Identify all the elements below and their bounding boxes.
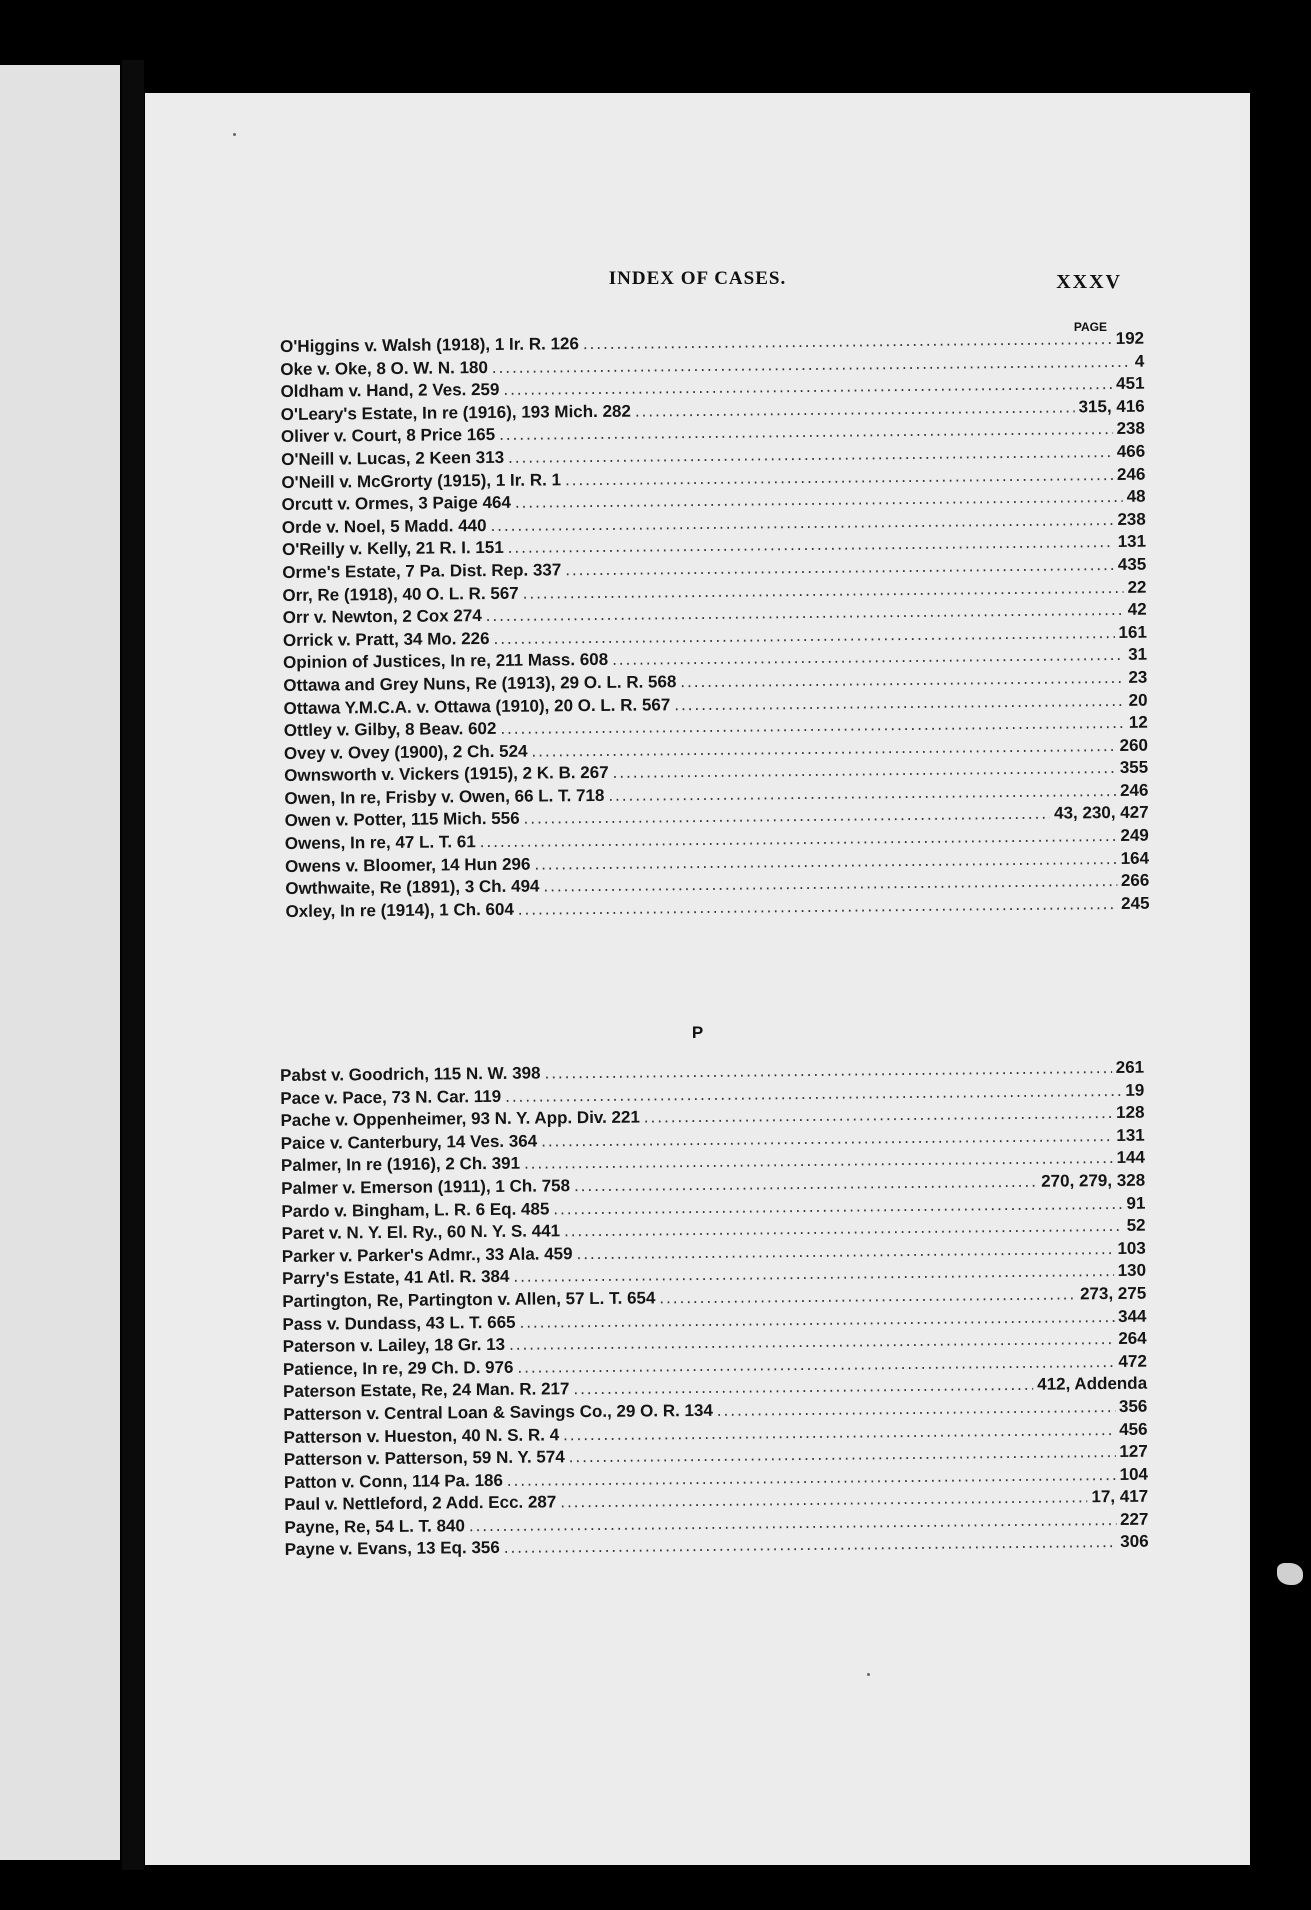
page-references: 466	[1116, 441, 1146, 461]
case-citation: Parker v. Parker's Admr., 33 Ala. 459	[281, 1243, 573, 1266]
page-references: 127	[1119, 1441, 1148, 1462]
page-references: 161	[1118, 622, 1147, 642]
case-citation: Partington, Re, Partington v. Allen, 57 L. T. 654	[282, 1288, 656, 1311]
page-references: 23	[1128, 667, 1148, 687]
case-citation: Orme's Estate, 7 Pa. Dist. Rep. 337	[282, 560, 562, 582]
page-references: 238	[1116, 419, 1146, 439]
page-references: 42	[1127, 599, 1147, 619]
page-references: 260	[1119, 735, 1149, 755]
page-references: 261	[1115, 1057, 1145, 1077]
case-citation: Paice v. Canterbury, 14 Ves. 364	[280, 1131, 538, 1153]
case-citation: Owen v. Potter, 115 Mich. 556	[284, 809, 520, 831]
page-references: 130	[1117, 1261, 1147, 1281]
page-references: 20	[1128, 690, 1148, 710]
running-title: INDEX OF CASES.	[608, 268, 787, 289]
page-references: 103	[1117, 1238, 1146, 1258]
case-citation: O'Neill v. Lucas, 2 Keen 313	[281, 447, 505, 469]
case-citation: Ovey v. Ovey (1900), 2 Ch. 524	[283, 741, 528, 763]
page-references: 12	[1128, 712, 1148, 732]
page-references: 306	[1120, 1532, 1149, 1552]
page-references: 131	[1117, 532, 1147, 552]
case-citation: Orrick v. Pratt, 34 Mo. 226	[282, 628, 490, 650]
case-citation: Orde v. Noel, 5 Madd. 440	[281, 515, 487, 537]
case-citation: Palmer v. Emerson (1911), 1 Ch. 758	[281, 1176, 571, 1198]
dot-leader	[504, 1531, 1117, 1559]
page-references: 238	[1117, 509, 1146, 529]
page-references: 164	[1120, 848, 1150, 868]
page-references: 266	[1120, 870, 1150, 891]
case-citation: Pace v. Pace, 73 N. Car. 119	[280, 1086, 502, 1108]
page-references: 270, 279, 328	[1041, 1170, 1146, 1191]
scan-speck	[867, 1673, 870, 1676]
dot-leader	[518, 893, 1117, 921]
page-references: 31	[1128, 645, 1148, 665]
page-references: 435	[1117, 554, 1147, 574]
case-citation: Owthwaite, Re (1891), 3 Ch. 494	[285, 876, 540, 899]
page-references: 412, Addenda	[1037, 1374, 1148, 1395]
case-citation: Ottawa Y.M.C.A. v. Ottawa (1910), 20 O. L. R. 567	[283, 694, 671, 718]
case-citation: Paret v. N. Y. El. Ry., 60 N. Y. S. 441	[281, 1221, 561, 1244]
page-references: 52	[1126, 1215, 1146, 1236]
case-citation: Oxley, In re (1914), 1 Ch. 604	[285, 899, 514, 921]
case-citation: Oke v. Oke, 8 O. W. N. 180	[280, 357, 488, 379]
page-references: 246	[1119, 780, 1149, 800]
case-citation: Pardo v. Bingham, L. R. 6 Eq. 485	[281, 1198, 550, 1221]
page-references: 104	[1119, 1464, 1149, 1484]
page-references: 273, 275	[1079, 1283, 1147, 1304]
case-citation: Pabst v. Goodrich, 115 N. W. 398	[280, 1063, 541, 1085]
case-citation: Paterson Estate, Re, 24 Man. R. 217	[283, 1379, 570, 1402]
case-citation: O'Reilly v. Kelly, 21 R. I. 151	[281, 538, 504, 560]
case-citation: Opinion of Justices, In re, 211 Mass. 608	[283, 650, 609, 673]
case-citation: Ownsworth v. Vickers (1915), 2 K. B. 267	[284, 763, 609, 786]
page-references: 4	[1134, 351, 1145, 371]
scan-edge-mark	[1277, 1563, 1303, 1585]
page-references: 315, 416	[1078, 396, 1145, 417]
running-header	[145, 263, 1250, 303]
case-citation: Payne, Re, 54 L. T. 840	[284, 1516, 466, 1537]
case-citation: Owens v. Bloomer, 14 Hun 296	[284, 854, 531, 876]
case-citation: O'Neill v. McGrorty (1915), 1 Ir. R. 1	[281, 469, 562, 492]
case-citation: Oldham v. Hand, 2 Ves. 259	[280, 380, 500, 402]
case-citation: Owens, In re, 47 L. T. 61	[284, 832, 476, 854]
case-citation: O'Higgins v. Walsh (1918), 1 Ir. R. 126	[280, 334, 579, 356]
case-citation: O'Leary's Estate, In re (1916), 193 Mich. 282	[280, 401, 631, 424]
page-references: 144	[1116, 1148, 1146, 1168]
page-references: 344	[1117, 1306, 1147, 1326]
case-citation: Orr v. Newton, 2 Cox 274	[282, 606, 482, 628]
page-references: 227	[1119, 1509, 1149, 1529]
case-citation: Parry's Estate, 41 Atl. R. 384	[281, 1267, 510, 1289]
case-citation: Ottawa and Grey Nuns, Re (1913), 29 O. L. R. 568	[283, 672, 677, 695]
book-spine	[122, 60, 144, 1870]
page-references: 19	[1125, 1080, 1145, 1100]
page-references: 472	[1118, 1351, 1147, 1371]
case-citation: Pache v. Oppenheimer, 93 N. Y. App. Div. 221	[280, 1107, 640, 1131]
case-citation: Palmer, In re (1916), 2 Ch. 391	[280, 1154, 521, 1176]
page-number: XXXV	[1056, 271, 1122, 293]
page-references: 456	[1119, 1419, 1148, 1439]
case-citation: Orcutt v. Ormes, 3 Paige 464	[281, 492, 511, 515]
index-list-p	[280, 1057, 1149, 1562]
page-references: 43, 230, 427	[1053, 803, 1149, 824]
book-page	[145, 93, 1250, 1865]
page-column-label: PAGE	[1073, 320, 1107, 334]
page-references: 131	[1116, 1125, 1145, 1145]
left-page-edge	[0, 65, 120, 1860]
page-references: 17, 417	[1091, 1486, 1149, 1507]
case-citation: Payne v. Evans, 13 Eq. 356	[284, 1538, 500, 1560]
case-citation: Patterson v. Patterson, 59 N. Y. 574	[283, 1447, 565, 1470]
index-list-o	[280, 328, 1150, 924]
case-citation: Paul v. Nettleford, 2 Add. Ecc. 287	[284, 1492, 557, 1515]
case-citation: Pass v. Dundass, 43 L. T. 665	[282, 1312, 516, 1334]
scan-speck	[233, 133, 236, 136]
page-references: 128	[1116, 1102, 1145, 1123]
case-citation: Oliver v. Court, 8 Price 165	[280, 425, 496, 447]
page-references: 192	[1115, 328, 1145, 348]
page-references: 246	[1116, 464, 1146, 484]
case-citation: Patterson v. Central Loan & Savings Co., 29 O. R. 134	[283, 1400, 713, 1424]
page-references: 91	[1126, 1193, 1146, 1213]
case-citation: Patterson v. Hueston, 40 N. S. R. 4	[283, 1424, 560, 1447]
page-references: 245	[1121, 893, 1150, 913]
case-citation: Paterson v. Lailey, 18 Gr. 13	[282, 1334, 506, 1357]
case-citation: Patience, In re, 29 Ch. D. 976	[282, 1357, 514, 1379]
page-references: 264	[1118, 1328, 1147, 1349]
case-citation: Patton v. Conn, 114 Pa. 186	[283, 1470, 503, 1492]
case-citation: Orr, Re (1918), 40 O. L. R. 567	[282, 583, 519, 605]
page-references: 249	[1120, 825, 1149, 846]
case-citation: Owen, In re, Frisby v. Owen, 66 L. T. 718	[284, 785, 605, 808]
case-citation: Ottley v. Gilby, 8 Beav. 602	[283, 719, 497, 741]
page-references: 451	[1116, 373, 1145, 394]
page-references: 48	[1126, 486, 1146, 507]
page-references: 356	[1118, 1396, 1148, 1416]
section-heading-p: P	[691, 1023, 704, 1042]
page-references: 22	[1127, 577, 1147, 597]
page-references: 355	[1119, 757, 1149, 778]
